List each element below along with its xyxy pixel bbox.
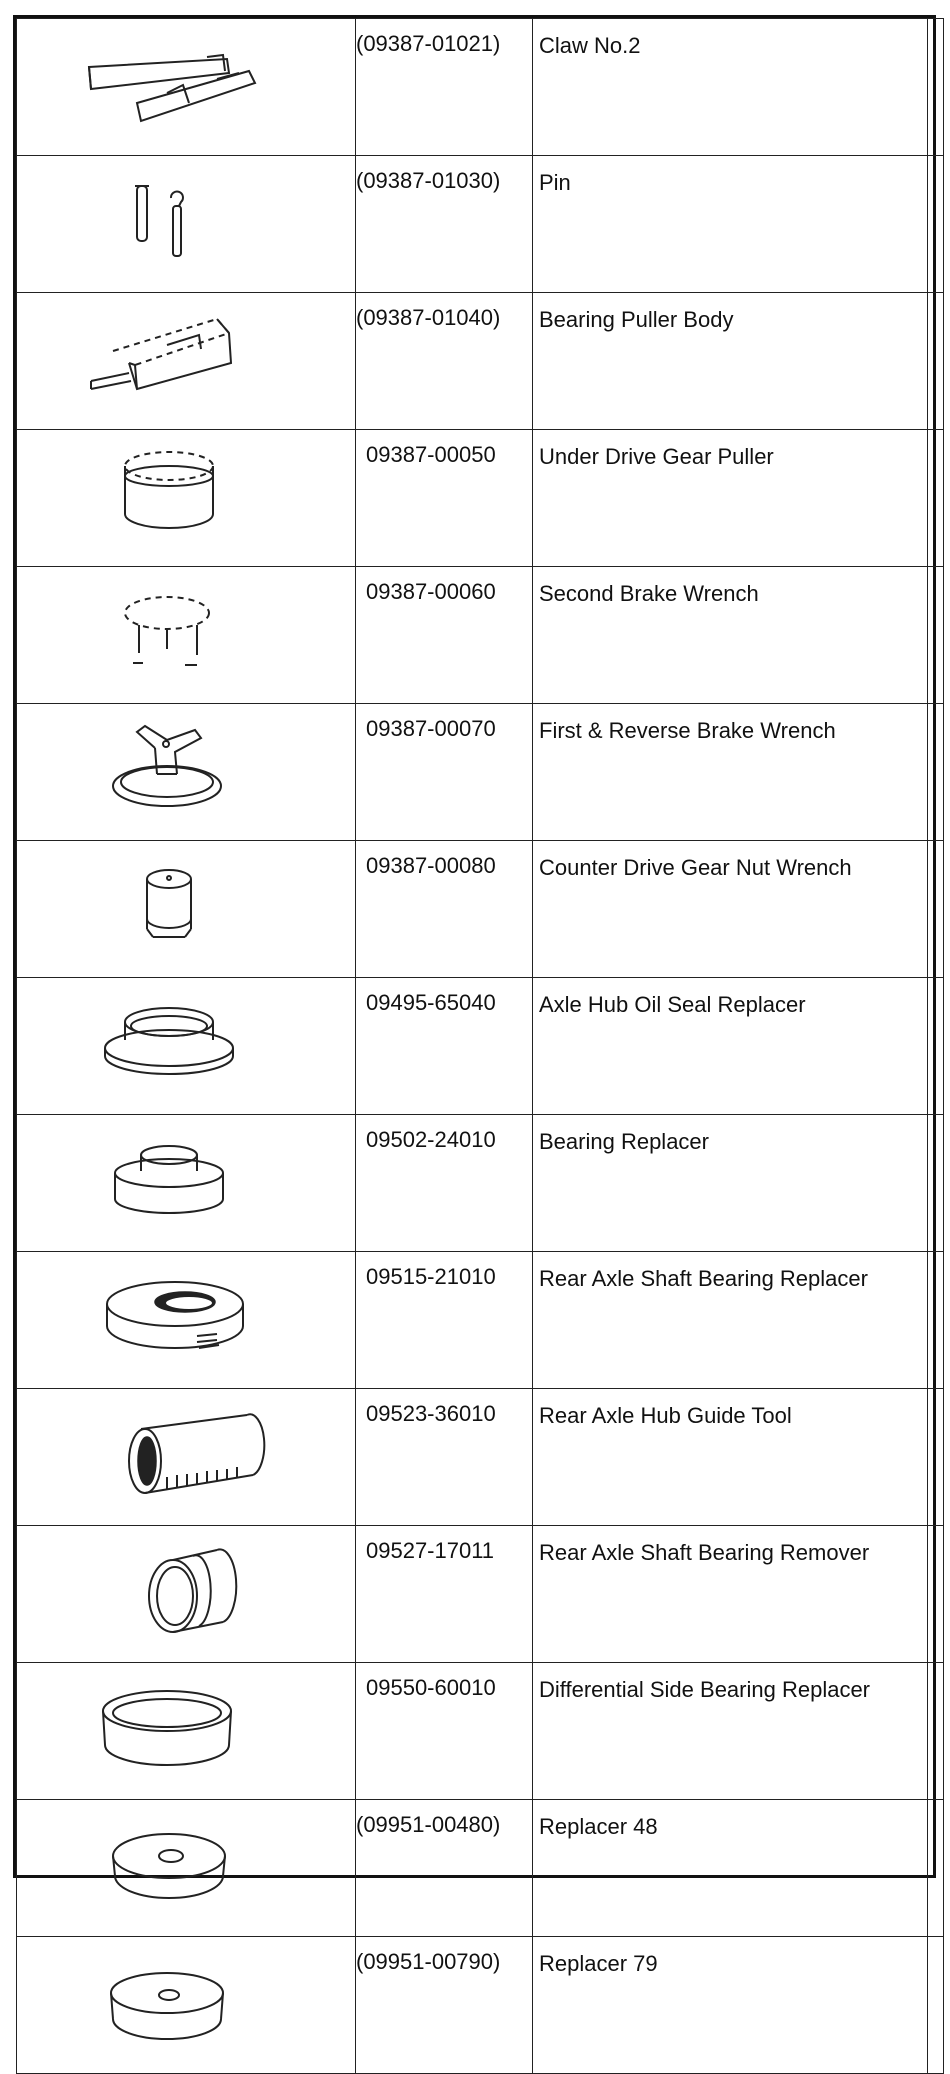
tool-name: Rear Axle Shaft Bearing Replacer bbox=[539, 1266, 868, 1291]
empty-cell bbox=[928, 841, 944, 978]
tool-image-cell bbox=[17, 1252, 356, 1389]
part-number: 09387-00080 bbox=[366, 853, 496, 878]
empty-cell bbox=[928, 156, 944, 293]
tool-image-cell bbox=[17, 704, 356, 841]
tool-name: Counter Drive Gear Nut Wrench bbox=[539, 855, 852, 880]
part-number-cell bbox=[356, 1526, 533, 1663]
part-number: 09515-21010 bbox=[366, 1264, 496, 1289]
tool-name: Replacer 48 bbox=[539, 1814, 658, 1839]
part-number: (09951-00790) bbox=[356, 1949, 501, 1974]
part-number: (09951-00480) bbox=[356, 1812, 501, 1837]
part-number: 09550-60010 bbox=[366, 1675, 496, 1700]
part-number: 09527-17011 bbox=[366, 1538, 495, 1563]
tool-name: Rear Axle Hub Guide Tool bbox=[539, 1403, 792, 1428]
tool-name: Bearing Replacer bbox=[539, 1129, 709, 1154]
seal-replacer-icon bbox=[17, 978, 355, 1102]
part-number-cell bbox=[356, 1800, 533, 1937]
part-number-cell bbox=[356, 1937, 533, 2074]
table-row bbox=[17, 978, 944, 1115]
empty-cell bbox=[928, 1389, 944, 1526]
part-number: (09387-01030) bbox=[356, 168, 501, 193]
table-row bbox=[17, 1252, 944, 1389]
tool-name-cell bbox=[533, 704, 928, 841]
tool-image-cell bbox=[17, 19, 356, 156]
table-row bbox=[17, 567, 944, 704]
reverse-wrench-icon bbox=[17, 704, 355, 828]
table-row bbox=[17, 19, 944, 156]
part-number: 09523-36010 bbox=[366, 1401, 496, 1426]
part-number: 09495-65040 bbox=[366, 990, 496, 1015]
tool-table-frame bbox=[13, 15, 936, 1976]
tool-name-cell bbox=[533, 1800, 928, 1937]
empty-cell bbox=[928, 978, 944, 1115]
table-row bbox=[17, 156, 944, 293]
tool-image-cell bbox=[17, 841, 356, 978]
tool-name-cell bbox=[533, 1115, 928, 1252]
part-number-cell bbox=[356, 704, 533, 841]
empty-cell bbox=[928, 430, 944, 567]
part-number-cell bbox=[356, 293, 533, 430]
tool-image-cell bbox=[17, 1663, 356, 1800]
tool-name-cell bbox=[533, 1526, 928, 1663]
ring-puller-icon bbox=[17, 430, 355, 554]
claw-icon bbox=[17, 19, 355, 143]
table-row bbox=[17, 704, 944, 841]
tool-image-cell bbox=[17, 1526, 356, 1663]
wide-ring-icon bbox=[17, 1663, 355, 1787]
empty-cell bbox=[928, 1115, 944, 1252]
part-number-cell bbox=[356, 567, 533, 704]
tool-name-cell bbox=[533, 1937, 928, 2074]
special-tools-table bbox=[16, 18, 944, 2074]
part-number: 09387-00050 bbox=[366, 442, 496, 467]
disc-79-icon bbox=[17, 1937, 355, 2061]
brake-wrench-icon bbox=[17, 567, 355, 691]
pin-icon bbox=[17, 156, 355, 280]
part-number: 09502-24010 bbox=[366, 1127, 496, 1152]
empty-cell bbox=[928, 704, 944, 841]
tool-image-cell bbox=[17, 1389, 356, 1526]
bearing-replacer-icon bbox=[17, 1115, 355, 1239]
empty-cell bbox=[928, 1800, 944, 1937]
disc-48-icon bbox=[17, 1800, 355, 1924]
tool-image-cell bbox=[17, 978, 356, 1115]
tool-name-cell bbox=[533, 430, 928, 567]
part-number: (09387-01040) bbox=[356, 305, 501, 330]
tool-name-cell bbox=[533, 567, 928, 704]
tool-name: First & Reverse Brake Wrench bbox=[539, 718, 836, 743]
tool-name: Differential Side Bearing Replacer bbox=[539, 1677, 870, 1702]
cup-icon bbox=[17, 1526, 355, 1650]
tool-name-cell bbox=[533, 1389, 928, 1526]
empty-cell bbox=[928, 567, 944, 704]
empty-cell bbox=[928, 1937, 944, 2074]
tool-image-cell bbox=[17, 293, 356, 430]
part-number-cell bbox=[356, 1252, 533, 1389]
empty-cell bbox=[928, 1663, 944, 1800]
tube-icon bbox=[17, 1389, 355, 1513]
empty-cell bbox=[928, 19, 944, 156]
table-row bbox=[17, 1526, 944, 1663]
table-row bbox=[17, 1800, 944, 1937]
part-number-cell bbox=[356, 1115, 533, 1252]
part-number-cell bbox=[356, 1389, 533, 1526]
tool-image-cell bbox=[17, 567, 356, 704]
nut-wrench-icon bbox=[17, 841, 355, 965]
tool-name: Replacer 79 bbox=[539, 1951, 658, 1976]
tool-name: Axle Hub Oil Seal Replacer bbox=[539, 992, 806, 1017]
part-number-cell bbox=[356, 978, 533, 1115]
tool-name: Rear Axle Shaft Bearing Remover bbox=[539, 1540, 870, 1565]
empty-cell bbox=[928, 1252, 944, 1389]
tool-image-cell bbox=[17, 1937, 356, 2074]
empty-cell bbox=[928, 293, 944, 430]
tool-image-cell bbox=[17, 430, 356, 567]
tool-image-cell bbox=[17, 1800, 356, 1937]
tool-name: Second Brake Wrench bbox=[539, 581, 759, 606]
tool-name-cell bbox=[533, 1663, 928, 1800]
table-row bbox=[17, 1937, 944, 2074]
table-row bbox=[17, 1389, 944, 1526]
table-row bbox=[17, 430, 944, 567]
tool-name: Pin bbox=[539, 170, 571, 195]
table-row bbox=[17, 1663, 944, 1800]
part-number: (09387-01021) bbox=[356, 31, 501, 56]
tool-name: Bearing Puller Body bbox=[539, 307, 734, 332]
tool-image-cell bbox=[17, 1115, 356, 1252]
tool-image-cell bbox=[17, 156, 356, 293]
thick-ring-icon bbox=[17, 1252, 355, 1376]
part-number: 09387-00060 bbox=[366, 579, 496, 604]
part-number-cell bbox=[356, 1663, 533, 1800]
part-number-cell bbox=[356, 430, 533, 567]
part-number-cell bbox=[356, 156, 533, 293]
puller-body-icon bbox=[17, 293, 355, 417]
part-number-cell bbox=[356, 19, 533, 156]
tool-name-cell bbox=[533, 978, 928, 1115]
table-row bbox=[17, 841, 944, 978]
part-number-cell bbox=[356, 841, 533, 978]
empty-cell bbox=[928, 1526, 944, 1663]
tool-name-cell bbox=[533, 156, 928, 293]
tool-name-cell bbox=[533, 293, 928, 430]
part-number: 09387-00070 bbox=[366, 716, 496, 741]
tool-name: Claw No.2 bbox=[539, 33, 641, 58]
tool-name-cell bbox=[533, 19, 928, 156]
table-row bbox=[17, 293, 944, 430]
tool-name-cell bbox=[533, 841, 928, 978]
table-row bbox=[17, 1115, 944, 1252]
tool-name: Under Drive Gear Puller bbox=[539, 444, 774, 469]
tool-name-cell bbox=[533, 1252, 928, 1389]
